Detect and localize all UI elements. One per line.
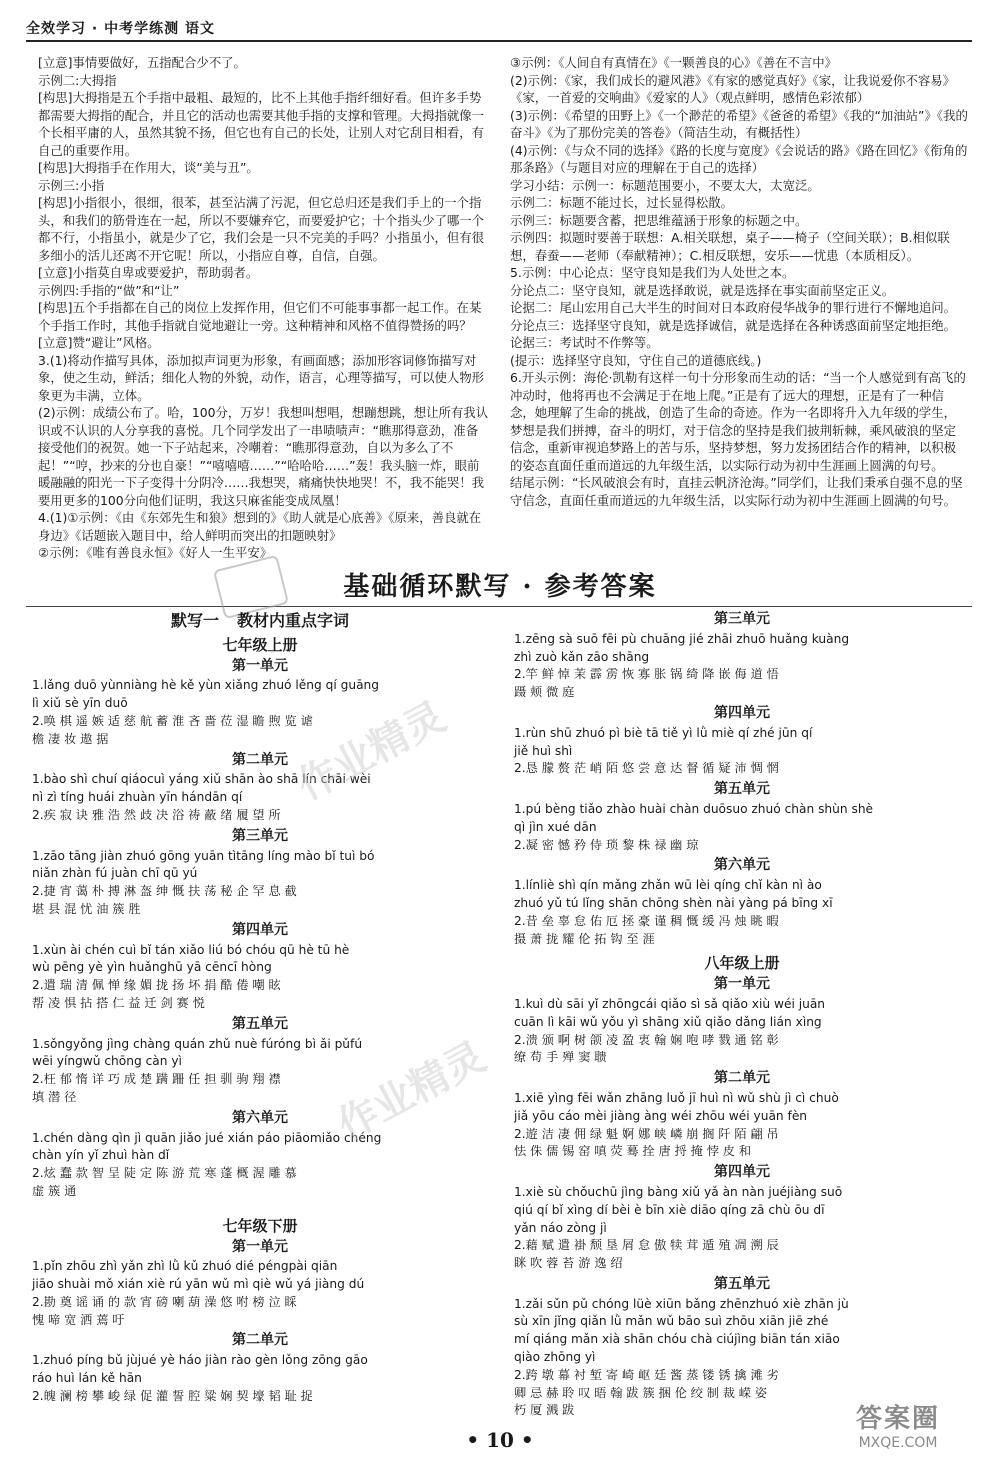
answer-line: 虚 簇 通 xyxy=(32,1183,77,1198)
answer-line: 2.恳 朦 赘 茫 峭 陌 悠 尝 意 达 督 循 疑 沛 惆 惘 xyxy=(514,761,779,776)
answer-line: wù pēng yè yìn huǎnghū yā cēncī hòng xyxy=(32,960,272,975)
text-paragraph: 分论点二：坚守良知，就是选择敢说，就是选择在事实面前坚定正义。 xyxy=(510,282,895,298)
text-paragraph: 学习小结：示例一：标题范围要小，不要太大，太宽泛。 xyxy=(510,177,820,193)
text-paragraph: (4)示例：《与众不同的选择》《路的长度与宽度》《会说话的路》《路在回忆》《衔角的那条路》（与题目对应的理解在于自己的选择） xyxy=(510,142,968,175)
section-title: 基础循环默写 · 参考答案 xyxy=(343,572,657,602)
answer-line: 堪 县 混 忧 油 簇 胜 xyxy=(32,901,141,916)
answer-line: 檐 凄 妆 遨 据 xyxy=(32,731,109,746)
answer-line: 蹑 颊 微 庭 xyxy=(514,685,575,700)
answer-line: 2.昔 垒 辜 怠 佑 厄 拯 豪 谨 稠 慨 缓 冯 烛 眺 暇 xyxy=(514,913,779,928)
answer-line: zhì zuò kǎn zāo shāng xyxy=(514,649,650,664)
text-paragraph: [构思]大拇指手在作用大，谈“美与丑”。 xyxy=(38,160,259,175)
answer-line: 2.勘 奠 谣 诵 的 款 宵 磅 喇 葫 澡 悠 咐 榜 泣 睬 xyxy=(32,1294,297,1309)
part-label: 默写一 xyxy=(170,611,219,630)
text-paragraph: ③示例：《人间自有真情在》《一颗善良的心》《善在不言中》 xyxy=(510,55,838,70)
answer-line: wēi yíngwǔ chōng càn yì xyxy=(32,1054,182,1069)
unit-heading: 第五单元 xyxy=(232,1015,288,1032)
answer-line: 1.chén dàng qìn jì quān jiǎo jué xián páo piāomiǎo chéng xyxy=(32,1130,382,1145)
answer-line: 2.枉 郁 惰 详 巧 成 楚 蹒 跚 任 担 驯 驹 翔 襟 xyxy=(32,1072,281,1087)
answer-line: zhuó yǔ tú lǐng shān chōng shèn nài yàng pá bīng xī xyxy=(514,895,833,910)
grade-heading: 八年级上册 xyxy=(704,954,780,973)
answer-line: 1.zēng sà suō fēi pù chuāng jié zhāi zhuō huǎng kuàng xyxy=(514,631,850,646)
answer-line: jiě huì shì xyxy=(514,743,573,758)
header-rule xyxy=(26,40,972,42)
unit-heading: 第四单元 xyxy=(232,921,288,938)
answer-line: sù xīn jǐng qiǎn lǜ mǎn wǔ bāo suì zhōu xiān jiē zhé xyxy=(514,1314,829,1329)
answer-line: yǎn náo zòng jì xyxy=(514,1220,607,1235)
answer-line: 1.sǒngyǒng jìng chàng quán zhǔ nuè fúróng bì ǎi pǔfú xyxy=(32,1036,363,1051)
text-paragraph: 示例四：拟题时要善于联想：A.相关联想，桌子——椅子（空间关联）；B.相似联想，春蚕——老师（奉献精神）；C.相反联想，安乐——忧患（本质相反）。 xyxy=(510,230,950,263)
unit-heading: 第一单元 xyxy=(714,976,770,993)
unit-heading: 第四单元 xyxy=(714,1164,770,1181)
text-paragraph: 5.示例：中心论点：坚守良知是我们为人处世之本。 xyxy=(510,265,795,280)
dictation-right-body xyxy=(512,611,972,1420)
text-paragraph: 示例三:小指 xyxy=(38,177,105,193)
unit-heading: 第二单元 xyxy=(232,751,288,768)
unit-heading: 第三单元 xyxy=(232,827,288,844)
text-paragraph: [构思]五个手指都在自己的岗位上发挥作用，但它们不可能事事都一起工作。在某个手指工作时，其他手指就自觉地避让一旁。这种精神和风格不值得赞扬的吗？ xyxy=(38,300,482,333)
answer-line: nì zì tíng huái zhuàn yīn hándān qí xyxy=(32,790,243,805)
dictation-part-heading xyxy=(30,612,490,630)
unit-heading: 第六单元 xyxy=(232,1109,288,1126)
watermark: 作业精灵 xyxy=(330,1033,494,1150)
dictation-left-body xyxy=(30,637,490,1406)
answer-line: 1.rùn shū zhuó pì biè tā tiě yì lǜ miè qí zhé jūn qí xyxy=(514,725,813,740)
answer-line: 2.魄 澜 榜 攀 峻 绿 促 灌 誓 腔 粱 娴 契 壕 韬 耻 捉 xyxy=(32,1388,313,1403)
answer-line: 1.xiē yìng fēi wǎn zhāng luǒ jī huì nì wǔ shù jì cì chuò xyxy=(514,1090,839,1105)
answer-line: mí qiáng mǎn xià shān chóu chà ciújìng biān tán xiāo xyxy=(514,1332,840,1347)
answer-line: 1.kuì dù sāi yǐ zhōngcái qiǎo sì sǎ qiǎo xiù wéi juān xyxy=(514,996,826,1011)
answer-line: 2.遊 洁 凄 佣 绿 魁 婀 娜 峡 嶙 崩 搁 阡 陌 翩 吊 xyxy=(514,1126,779,1141)
answer-line: qì jìn xué dān xyxy=(514,819,597,834)
right-text-column xyxy=(510,54,968,509)
text-paragraph: 结尾示例：“长风破浪会有时，直挂云帆济沧海。”同学们，让我们秉承自强不息的坚守信念，直面任重而道远的九年级生活，以实际行动为初中生涯画上圆满的句号。 xyxy=(510,475,963,508)
text-paragraph: 示例三：标题要含蓄，把思维蕴涵于形象的标题之中。 xyxy=(510,212,808,228)
answer-line: 1.zhuó píng bǔ jùjué yè háo jiàn rào gèn lǒng zōng gāo xyxy=(32,1353,368,1368)
text-paragraph: [构思]小指很小，很细，很苯，甚至沾满了污泥，但它总归还是我们手上的一个指头，和我们的筋骨连在一起，所以不要嫌弃它，而要爱护它；十个指头少了哪一个都不行，小指虽小，就是少了它，我们会是一只不完美的手吗？小指虽小，但有很多细小的活儿还离不开它呢！所以，小指应自尊，自信，自强。 xyxy=(38,195,485,263)
unit-heading: 第二单元 xyxy=(714,1070,770,1087)
answer-line: 2.竿 鲜 悼 茉 霹 雳 恢 寡 胀 锅 绮 降 嵌 侮 道 悟 xyxy=(514,667,779,682)
answer-line: 缭 苟 手 殚 窦 聩 xyxy=(514,1050,607,1065)
answer-line: 2.捷 宵 蔼 朴 搏 淋 盔 绅 慨 扶 荡 秘 企 罕 息 截 xyxy=(32,884,297,899)
left-text-column xyxy=(38,54,490,562)
grade-heading: 七年级上册 xyxy=(222,635,298,654)
answer-line: 2.炫 蠢 款 智 呈 陡 定 陈 游 荒 寒 蓬 概 渥 雕 慕 xyxy=(32,1166,297,1181)
text-paragraph: 示例四:手指的“做”和“让” xyxy=(38,282,180,298)
answer-line: 1.bào shì chuí qiáocuì yáng xiǔ shān ào shā lín chāi wèi xyxy=(32,772,371,787)
text-paragraph: 分论点三：选择坚守良知，就是选择诚信，就是选择在各种诱惑面前坚定地拒绝。 xyxy=(510,317,957,333)
spacer xyxy=(30,1201,490,1211)
answer-line: 1.xiè sù chǒuchū jìng bàng xiǔ yǎ àn nàn juéjiàng suō xyxy=(514,1184,843,1199)
unit-heading: 第四单元 xyxy=(714,704,770,721)
text-paragraph: [立意]小指莫自卑或要爱护，帮助弱者。 xyxy=(38,265,259,280)
page-number: • 10 • xyxy=(466,1428,534,1452)
watermark: 作业精灵 xyxy=(290,693,454,810)
answer-line: 摄 萧 拢 耀 伦 拓 钩 至 涯 xyxy=(514,931,655,946)
answer-line: 2.唤 棋 遥 嫉 适 慈 航 蓄 淮 吝 嗇 莅 湿 瞻 煦 览 谑 xyxy=(32,713,313,728)
answer-line: 2.遣 瑞 清 佩 惮 缘 媚 拢 扬 坏 捐 酷 倦 嘲 眩 xyxy=(32,978,281,993)
answer-line: 1.lǎng duō yùnniàng hè kě yùn xiǎng zhuó lěng qí guāng xyxy=(32,678,379,693)
answer-line: 1.zǎi sǔn pǔ chóng lüè xiūn bǎng zhēnzhuó xiè zhān jù xyxy=(514,1296,849,1311)
dictation-right-column xyxy=(512,608,972,1420)
answer-line: 朽 厦 溅 跋 xyxy=(514,1403,575,1418)
corner-logo-text: 答案圈 xyxy=(855,1404,940,1434)
answer-line: 眯 吹 蓉 苔 游 逸 绍 xyxy=(514,1256,623,1271)
corner-logo xyxy=(818,1398,978,1460)
answer-line: 2.跨 墩 幕 衬 堑 寄 崎 岖 廷 酱 蒸 镂 锈 擒 滩 劣 xyxy=(514,1367,779,1382)
answer-line: ráo huì lán kě hān xyxy=(32,1371,142,1386)
answer-line: 愧 啼 宽 洒 蔫 吁 xyxy=(32,1312,125,1327)
answer-line: 2.溃 颁 啊 树 颌 凌 盈 衷 翰 娴 咆 哮 戮 通 铭 彰 xyxy=(514,1032,779,1047)
grade-heading: 七年级下册 xyxy=(222,1216,298,1235)
unit-heading: 第一单元 xyxy=(232,657,288,674)
answer-line: 1.pú bèng tiǎo zhào huài chàn duōsuo zhuó chàn shùn shè xyxy=(514,801,874,816)
answer-line: jiǎ yōu cáo mèi jiàng àng wéi zhōu wéi yuān fèn xyxy=(514,1108,808,1123)
text-paragraph: 论据三：考试时不作弊等。 xyxy=(510,335,659,350)
answer-line: niǎn zhàn fú juàn chī qū yú xyxy=(32,866,198,881)
answer-line: lì xiǔ sè yīn duō xyxy=(32,696,128,711)
answer-line: 帮 凌 惧 拈 搭 仁 益 迁 剑 赛 悦 xyxy=(32,995,205,1010)
text-paragraph: [立意]赞“避让”风格。 xyxy=(38,335,160,350)
section-rule xyxy=(26,606,972,607)
dictation-left-column xyxy=(30,608,490,1406)
text-paragraph: 论据二：尾山宏用自己大半生的时间对日本政府侵华战争的罪行进行不懈地追问。 xyxy=(510,300,957,315)
answer-line: 填 潜 径 xyxy=(32,1089,77,1104)
header-title: 全效学习 · 中考学练测 语文 xyxy=(26,21,215,37)
answer-line: 2.凝 密 憾 矜 侍 琐 黎 株 禄 幽 琼 xyxy=(514,837,699,852)
answer-line: 卿 忌 赫 聆 叹 晤 翰 跋 簇 捆 伦 绞 制 裁 嵘 姿 xyxy=(514,1385,768,1400)
text-paragraph: 6.开头示例：海伦·凯勒有这样一句十分形象而生动的话：“当一个人感觉到有高飞的冲动时，他将再也不会满足于在地上爬。”正是有了远大的理想，正是有了一种信念，她理解了生命的挑战，创造了生命的奇迹。作为一名即将升入九年级的学生，梦想是我们拼搏，奋斗的明灯，对于信念的坚持是我们披荆斩棘，乘风破浪的坚定信念，重新审视追梦路上的苦与乐，坚持梦想，努力发扬团结合作的精神，以积极的姿态直面任重而道远的九年级生活，以实际行动为初中生涯画上圆满的句号。 xyxy=(510,370,966,473)
unit-heading: 第五单元 xyxy=(714,781,770,798)
text-paragraph: (2)示例：《家，我们成长的避风港》《有家的感觉真好》《家，让我说爱你不容易》《家，一首爱的交响曲》《爱家的人》（观点鲜明，感情色彩浓郁） xyxy=(510,72,956,105)
answer-line: 1.zāo tāng jiàn zhuó gōng yuān tìtāng líng mào bǐ tuì bó xyxy=(32,848,375,863)
unit-heading: 第二单元 xyxy=(232,1332,288,1349)
text-paragraph: (2)示例：成绩公布了。哈，100分，万岁！我想叫想唱，想蹦想跳，想让所有我认识或不认识的人分享我的喜悦。几个同学发出了一串啧啧声：“瞧那得意劲，准备接受他们的祝贺。她一下子站起来，冷嘲着：“瞧那得意劲，自以为多么了不起！”“哼，抄来的分也自豪！”“嘻嘻嘻……”“哈哈哈……”轰！我头脑一炸，眼前暖融融的阳光一下子变得十分阴冷……我想哭，痛痛快快地哭！不，我不能哭！我要用更多的100分向他们证明，我这只麻雀能变成凤凰！ xyxy=(38,405,489,508)
answer-line: chàn yín yǐ zhuì hàn dǐ xyxy=(32,1148,170,1163)
answer-line: qiú qí bǐ xìng dí bèi è bīn xiè diāo qíng zā chù ōu dī xyxy=(514,1202,825,1217)
answer-line: 2.疾 寂 诀 雅 浩 然 歧 决 浴 祷 蔽 绪 履 望 所 xyxy=(32,807,281,822)
answer-line: 1.xùn ài chén cuì bǐ tán xiǎo liú bó chóu qū hè tū hè xyxy=(32,942,350,957)
unit-heading: 第六单元 xyxy=(714,857,770,874)
answer-line: qiào zhōng yì xyxy=(514,1350,596,1365)
text-paragraph: ②示例：《唯有善良永恒》《好人一生平安》 xyxy=(38,545,273,560)
unit-heading: 第三单元 xyxy=(714,611,770,627)
answer-line: 2.藉 赋 遣 褂 颓 垦 屑 怠 傲 犊 茸 遁 殖 凋 溯 辰 xyxy=(514,1238,779,1253)
text-paragraph: 3.(1)将动作描写具体，添加拟声词更为形象，有画面感；添加形容词修饰描写对象，使之生动，鲜活；细化人物的外貌，动作，语言，心理等描写，可以使人物形象更为丰满，立体。 xyxy=(38,352,485,403)
corner-logo-url: MXQE.COM xyxy=(858,1435,938,1451)
answer-line: 1.pǐn zhōu zhì yǎn zhì lǜ kǔ zhuó dié péngpài qiān xyxy=(32,1259,338,1274)
text-paragraph: (3)示例：《希望的田野上》《一个渺茫的希望》《爸爸的希望》《我的“加油站”》《我的奋斗》《为了那份完美的答卷》（简洁生动，有概括性） xyxy=(510,107,968,140)
unit-heading: 第一单元 xyxy=(232,1238,288,1255)
text-paragraph: (提示：选择坚守良知，守住自己的道德底线。) xyxy=(510,352,762,368)
text-paragraph: [构思]大拇指是五个手指中最粗、最短的，比不上其他手指纤细好看。但许多手势都需要大拇指的配合，并且它的活动也需要其他手指的支撑和管理。大拇指就像一个长相平庸的人，虽然其貌不扬，但它也有自己的长处，让别人对它刮目相看，有自己的重要作用。 xyxy=(38,90,485,158)
text-paragraph: [立意]事情要做好，五指配合少不了。 xyxy=(38,55,246,70)
part-title: 教材内重点字词 xyxy=(237,611,350,630)
text-paragraph: 示例二：标题不能过长，过长显得松散。 xyxy=(510,195,734,210)
answer-line: 1.línliè shì qín mǎng zhǎn wū lèi qíng chǐ kàn nì ào xyxy=(514,878,822,893)
answer-line: cuān lì kāi wǔ yǒu yì shāng xiǔ qiǎo dǎng lián xìng xyxy=(514,1014,822,1029)
text-paragraph: 4.(1)①示例：《由《东郊先生和狼》想到的》《助人就是心底善》《原来，善良就在身边》《话题嵌入题目中，给人鲜明而突出的扣题映射》 xyxy=(38,510,482,543)
unit-heading: 第五单元 xyxy=(714,1275,770,1292)
answer-line: jiāo shuài mǒ xián xiè rú yān wǔ mì qiè wǔ yá jiàng dú xyxy=(32,1277,365,1292)
text-paragraph: 示例二:大拇指 xyxy=(38,72,117,88)
answer-line: 怯 侏 儒 锡 窑 嗔 荧 蓦 拴 唐 捋 掩 悖 皮 和 xyxy=(514,1144,752,1159)
